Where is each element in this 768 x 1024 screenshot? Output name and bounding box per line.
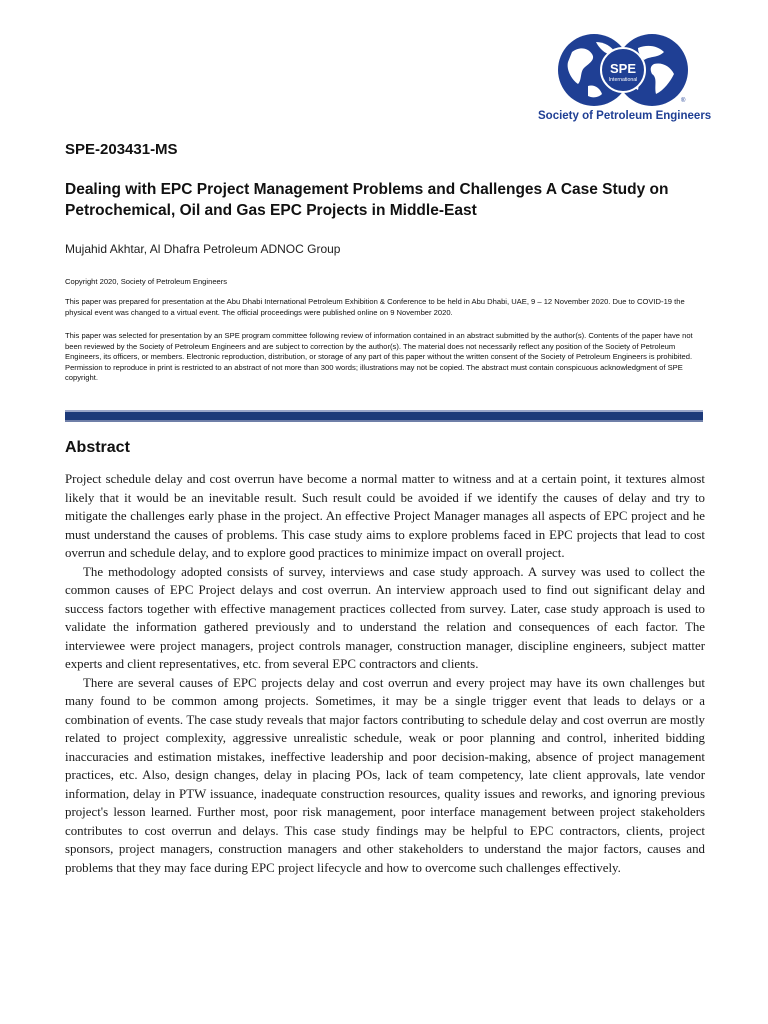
logo-mark-text: SPE <box>609 61 637 76</box>
selection-notice: This paper was selected for presentation by an SPE program committee following review of information contained in an abstract submitted by the author(s). Contents of the paper have not been reviewed by the Society of Petroleum Engineers and are subject to correction by the author(s). The material does not necessarily reflect any position of the Society of Petroleum Engineers, its officers, or members. Electronic reproduction, distribution, or storage of any part of this paper without the written consent of the Society of Petroleum Engineers is prohibited. Permission to reproduce in print is restricted to an abstract of not more than 300 words; illustrations may not be copied. The abstract must contain conspicuous acknowledgment of SPE copyright. <box>65 331 693 383</box>
section-divider <box>65 410 703 422</box>
svg-text:®: ® <box>681 98 686 104</box>
abstract-paragraph: The methodology adopted consists of survey, interviews and case study approach. A survey was used to collect the common causes of EPC Project delays and cost overrun. An interview approach used to find out significant delay and success factors together with effective management practices collected from survey. Later, case study approach is used to validate the information gathered previously and to understand the relation and consequences of each factor. The interviewee were project managers, project controls manager, construction manager, discipline engineers, subject matter experts and client representatives, etc. from several EPC contractors and clients. <box>65 564 705 671</box>
abstract-paragraph: Project schedule delay and cost overrun have become a normal matter to witness and at a certain point, it textures almost likely that it would be an inevitable result. Such result could be avoided if we identify the causes of delay and try to mitigate the challenges early phase in the project. An effective Project Manager manages all aspects of EPC project and he must understand the causes of problems. This case study aims to explore problems faced in EPC projects that lead to cost overrun and schedule delay, and to explore good practices to minimize impact on overall project. <box>65 472 705 560</box>
author-line: Mujahid Akhtar, Al Dhafra Petroleum ADNOC Group <box>65 242 341 256</box>
spe-logo <box>538 34 712 126</box>
paper-id: SPE-203431-MS <box>65 141 178 158</box>
copyright-notice: Copyright 2020, Society of Petroleum Engineers <box>65 277 228 286</box>
abstract-paragraph: There are several causes of EPC projects delay and cost overrun and every project may have its own challenges but many found to be common among projects. Sometimes, it may be a single trigger event that leads to delays or a combination of events. The case study reveals that major factors contributing to schedule delay and cost overrun are mostly related to project complexity, aggressive unrealistic schedule, weak or poor planning and control, inherited bidding inaccuracies and estimation mistakes, ineffective leadership and poor decision-making, absence of project management practices, etc. Also, design changes, delay in placing POs, lack of team competency, late client approvals, late vendor information, delay in PTW issuance, inadequate construction resources, quality issues and reworks, and ignoring previous project's lesson learned. Further most, poor risk management, poor interface management between project stakeholders contributes to cost overrun and delays. This case study findings may be helpful to EPC contractors, clients, project sponsors, project managers, construction managers and other stakeholders to understand the major factors, causes and problems that they may face during EPC project lifecycle and how to overcome such challenges effectively. <box>65 675 705 875</box>
abstract-heading: Abstract <box>65 439 130 456</box>
presentation-notice: This paper was prepared for presentation at the Abu Dhabi International Petroleum Exhibition & Conference to be held in Abu Dhabi, UAE, 9 – 12 November 2020. Due to COVID-19 the physical event was changed to a virtual event. The official proceedings were published online on 9 November 2020. <box>65 297 685 317</box>
paper-title: Dealing with EPC Project Management Problems and Challenges A Case Study on Petrochemical, Oil and Gas EPC Projects in Middle-East <box>65 181 669 219</box>
logo-mark-subtext: International <box>608 77 638 83</box>
spe-globe-icon <box>558 34 688 106</box>
logo-caption: Society of Petroleum Engineers <box>538 110 712 122</box>
abstract-body <box>65 470 705 877</box>
